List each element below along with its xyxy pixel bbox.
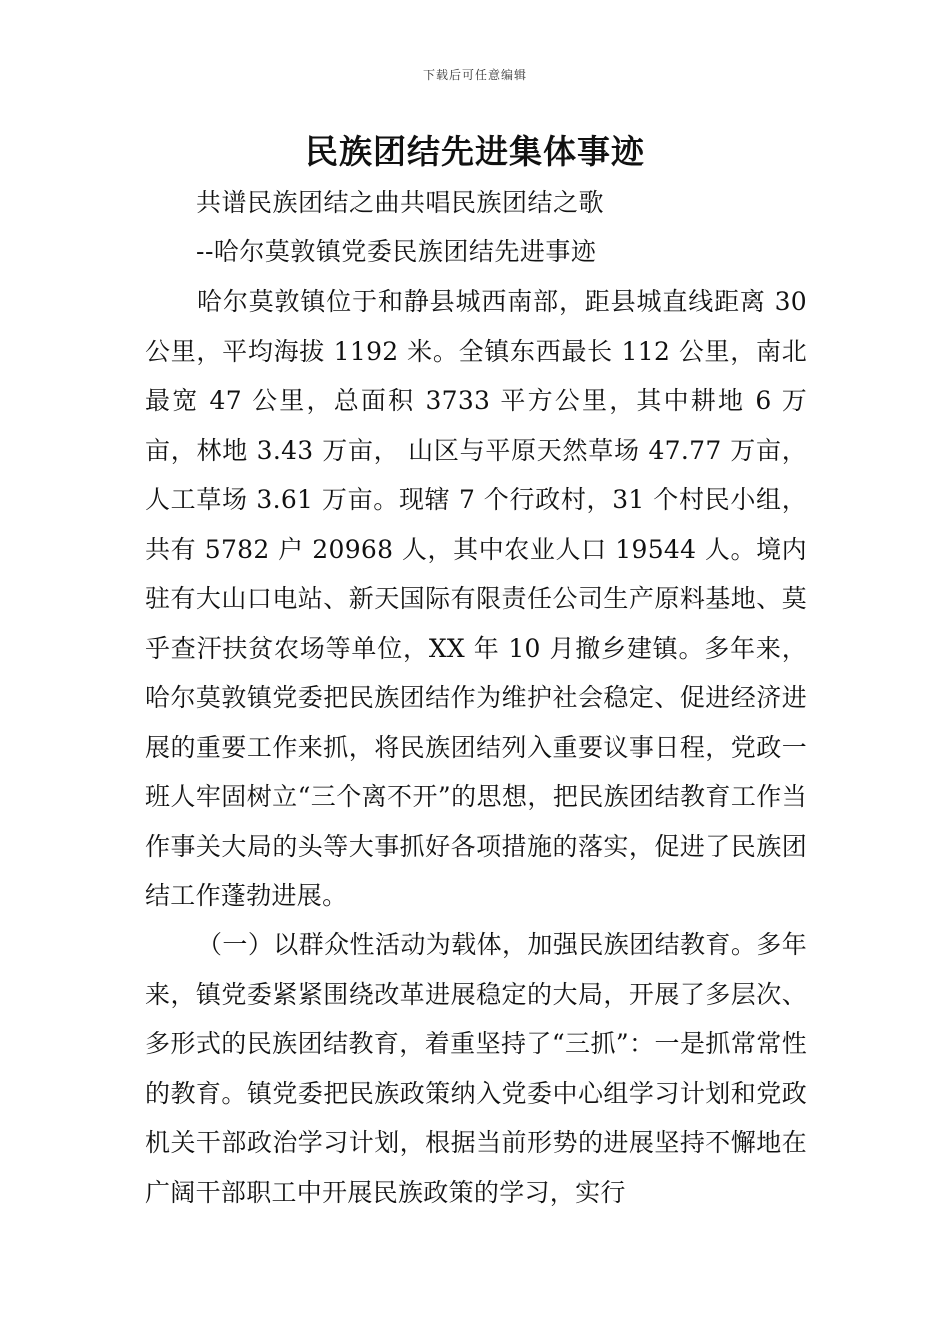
body-paragraph-1: 哈尔莫敦镇位于和静县城西南部，距县城直线距离 30 公里，平均海拔 1192 米。全镇东西最长 112 公里，南北最宽 47 公里，总面积 3733 平方公里，其中耕地 6 万亩，林地 3.43 万亩， 山区与平原天然草场 47.77 万亩， 人工草场 3.61 万亩。现辖 7 个行政村，31 个村民小组，共有 5782 户 20968 人，其中农业人口 19544 人。境内驻有大山口电站、新天国际有限责任公司生产原料基地、莫乎查汗扶贫农场等单位，XX 年 10 月撤乡建镇。多年来，哈尔莫敦镇党委把民族团结作为维护社会稳定、促进经济进展的重要工作来抓，将民族团结列入重要议事日程，党政一班人牢固树立“三个离不开”的思想，把民族团结教育工作当作事关大局的头等大事抓好各项措施的落实，促进了民族团结工作蓬勃进展。 xyxy=(145,287,807,910)
body-paragraph-2: （一）以群众性活动为载体，加强民族团结教育。多年来，镇党委紧紧围绕改革进展稳定的大局，开展了多层次、多形式的民族团结教育，着重坚持了“三抓”：一是抓常常性的教育。镇党委把民族政策纳入党委中心组学习计划和党政机关干部政治学习计划，根据当前形势的进展坚持不懈地在广阔干部职工中开展民族政策的学习，实行 xyxy=(145,930,807,1207)
header-note: 下载后可任意编辑 xyxy=(422,68,527,82)
document-title: 民族团结先进集体事迹 xyxy=(305,132,645,171)
subtitle-line-2: --哈尔莫敦镇党委民族团结先进事迹 xyxy=(196,237,597,266)
subtitle-line-1: 共谱民族团结之曲共唱民族团结之歌 xyxy=(196,188,605,217)
